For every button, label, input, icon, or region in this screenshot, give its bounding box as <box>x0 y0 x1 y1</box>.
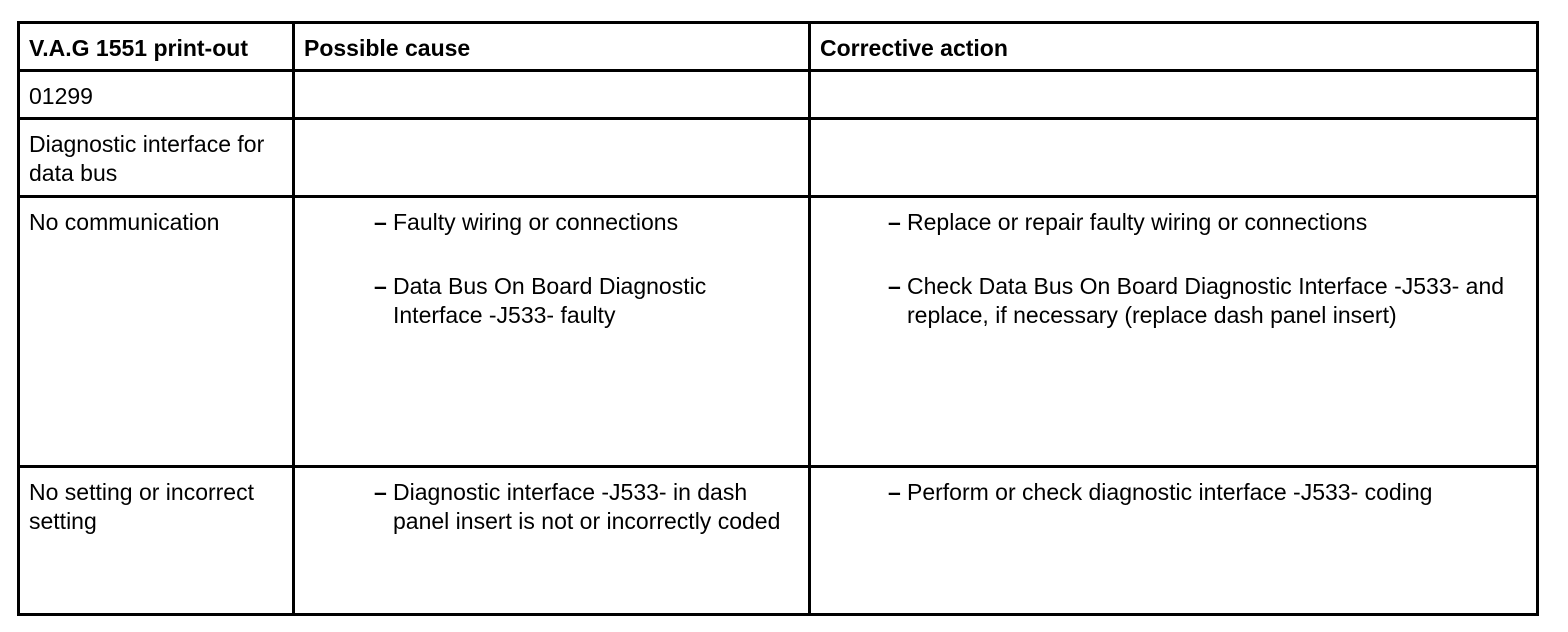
cause-text: Faulty wiring or connections <box>393 209 679 235</box>
list-item <box>888 208 1527 237</box>
dash-bullet-icon: – <box>374 479 387 505</box>
cause-text: Data Bus On Board Diagnostic Interface -J533- faulty <box>393 273 707 328</box>
list-item <box>888 478 1527 507</box>
dash-bullet-icon: – <box>374 209 387 235</box>
action-text: Check Data Bus On Board Diagnostic Interface -J533- and replace, if necessary (replace dash panel insert) <box>907 273 1505 328</box>
possible-causes-cell <box>294 467 810 615</box>
empty-cell <box>294 119 810 197</box>
header-corrective-action: Corrective action <box>810 23 1538 71</box>
cause-text: Diagnostic interface -J533- in dash panel insert is not or incorrectly coded <box>393 479 781 534</box>
list-item <box>888 272 1527 330</box>
fault-table <box>17 21 1539 616</box>
dash-bullet-icon: – <box>888 273 901 299</box>
action-list <box>820 478 1527 507</box>
action-list <box>820 208 1527 330</box>
list-item <box>374 208 799 237</box>
header-printout: V.A.G 1551 print-out <box>19 23 294 71</box>
corrective-actions-cell <box>810 467 1538 615</box>
dash-bullet-icon: – <box>888 209 901 235</box>
symptom-no-communication: No communication <box>19 197 294 467</box>
empty-cell <box>810 119 1538 197</box>
header-row <box>19 23 1538 71</box>
table-row <box>19 197 1538 467</box>
dash-bullet-icon: – <box>374 273 387 299</box>
list-item <box>374 478 799 536</box>
corrective-actions-cell <box>810 197 1538 467</box>
action-text: Perform or check diagnostic interface -J533- coding <box>907 479 1433 505</box>
list-item <box>374 272 799 330</box>
component-row <box>19 119 1538 197</box>
table-row <box>19 467 1538 615</box>
fault-code-row <box>19 71 1538 119</box>
empty-cell <box>810 71 1538 119</box>
empty-cell <box>294 71 810 119</box>
header-possible-cause: Possible cause <box>294 23 810 71</box>
action-text: Replace or repair faulty wiring or connections <box>907 209 1368 235</box>
component-name: Diagnostic interface for data bus <box>19 119 294 197</box>
fault-code: 01299 <box>19 71 294 119</box>
symptom-no-setting: No setting or incorrect setting <box>19 467 294 615</box>
dash-bullet-icon: – <box>888 479 901 505</box>
cause-list <box>304 478 799 536</box>
possible-causes-cell <box>294 197 810 467</box>
cause-list <box>304 208 799 330</box>
